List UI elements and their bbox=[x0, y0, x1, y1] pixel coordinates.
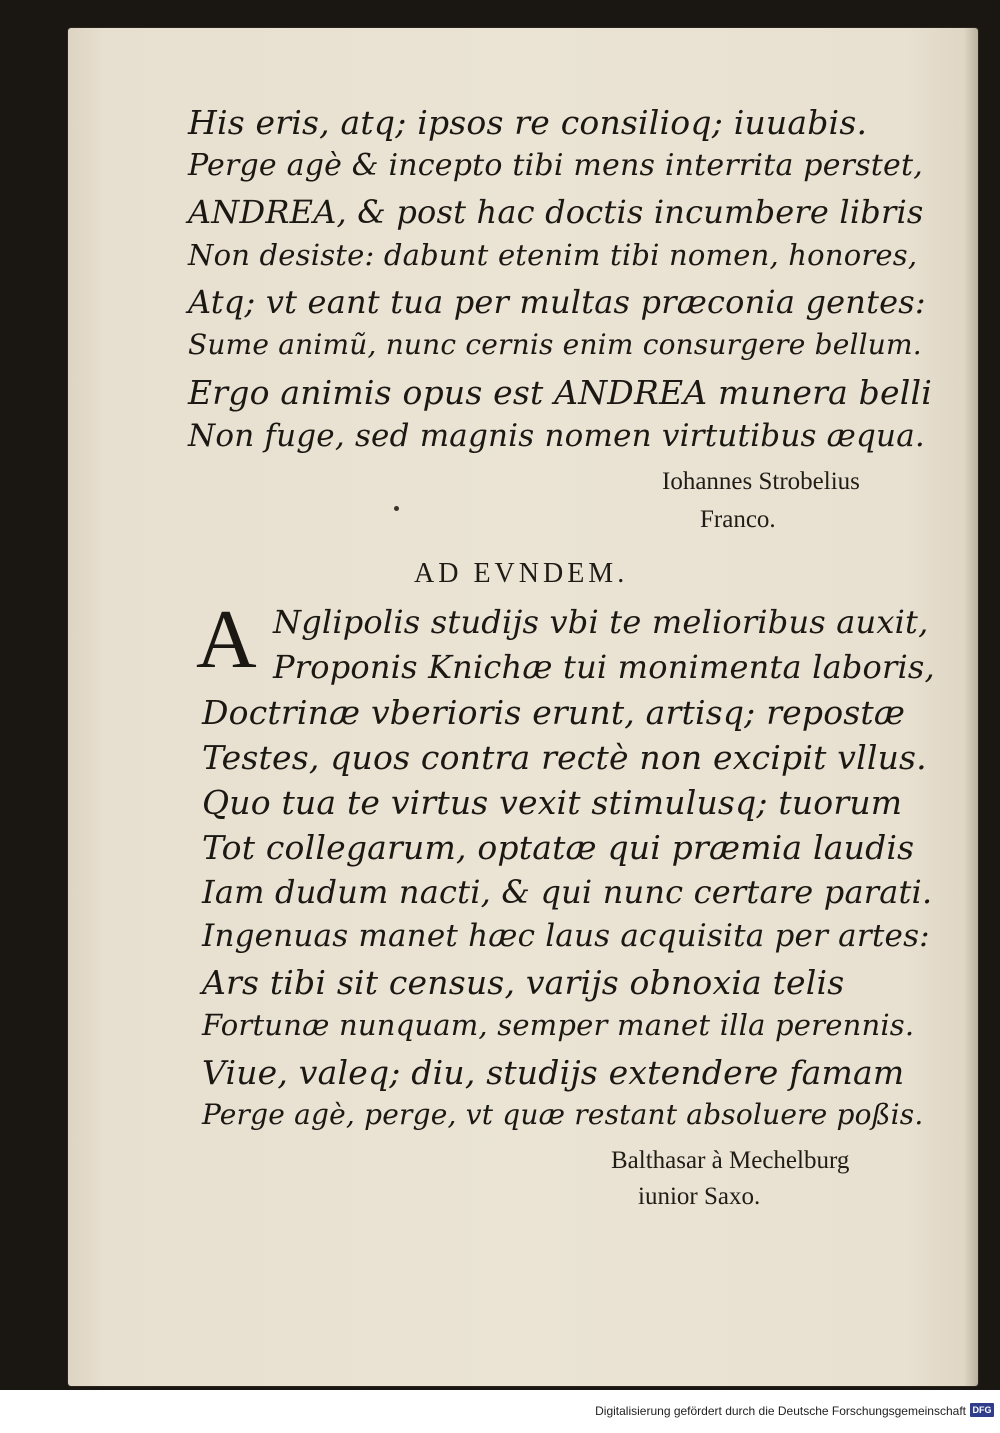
dfg-logo: DFG bbox=[970, 1403, 994, 1417]
funding-credit: Digitalisierung gefördert durch die Deutsche Forschungsgemeinschaft bbox=[595, 1404, 966, 1418]
poem1-line: Perge agè & incepto tibi mens interrita perstet, bbox=[188, 148, 923, 183]
poem2-line: Doctrinæ vberioris erunt, artisq; repostæ bbox=[202, 693, 906, 732]
poem1-line: Non fuge, sed magnis nomen virtutibus æqua. bbox=[188, 418, 925, 454]
poem2-line: Ingenuas manet hæc laus acquisita per artes: bbox=[202, 918, 930, 954]
poem1-signature-name: Iohannes Strobelius bbox=[662, 468, 860, 495]
page-edge bbox=[964, 28, 978, 1386]
poem1-line: Ergo animis opus est ANDREA munera belli bbox=[188, 373, 932, 412]
poem2-line: Perge agè, perge, vt quæ restant absoluere poßis. bbox=[202, 1098, 924, 1131]
drop-cap-letter: A bbox=[196, 593, 257, 686]
poem1-line: His eris, atq; ipsos re consilioq; iuuabis. bbox=[188, 103, 868, 142]
poem1-line: ANDREA, & post hac doctis incumbere libris bbox=[188, 193, 924, 231]
ink-speck bbox=[394, 506, 399, 511]
poem2-line: Nglipolis studijs vbi te melioribus auxit, bbox=[273, 603, 929, 641]
poem1-signature-origin: Franco. bbox=[700, 506, 776, 533]
digitization-footer bbox=[0, 1390, 1000, 1433]
poem1-line: Atq; vt eant tua per multas præconia gentes: bbox=[188, 283, 926, 321]
poem2-line: Ars tibi sit census, varijs obnoxia telis bbox=[202, 963, 845, 1002]
poem2-line: Testes, quos contra rectè non excipit vllus. bbox=[202, 738, 927, 777]
poem1-line: Sume animũ, nunc cernis enim consurgere bellum. bbox=[188, 328, 922, 361]
poem2-line: Fortunæ nunquam, semper manet illa perennis. bbox=[202, 1008, 915, 1042]
poem2-line: Iam dudum nacti, & qui nunc certare parati. bbox=[202, 873, 933, 911]
poem1-line: Non desiste: dabunt etenim tibi nomen, honores, bbox=[188, 238, 918, 272]
poem2-line: Viue, valeq; diu, studijs extendere famam bbox=[202, 1053, 905, 1092]
poem2-line: Quo tua te virtus vexit stimulusq; tuorum bbox=[202, 783, 903, 822]
poem2-signature-name: Balthasar à Mechelburg bbox=[611, 1147, 850, 1174]
poem2-heading: AD EVNDEM. bbox=[414, 558, 629, 589]
poem2-line: Tot collegarum, optatæ qui præmia laudis bbox=[202, 828, 915, 867]
book-page bbox=[68, 28, 978, 1386]
poem2-line: Proponis Knichæ tui monimenta laboris, bbox=[273, 648, 935, 686]
poem2-signature-origin: iunior Saxo. bbox=[638, 1183, 761, 1210]
